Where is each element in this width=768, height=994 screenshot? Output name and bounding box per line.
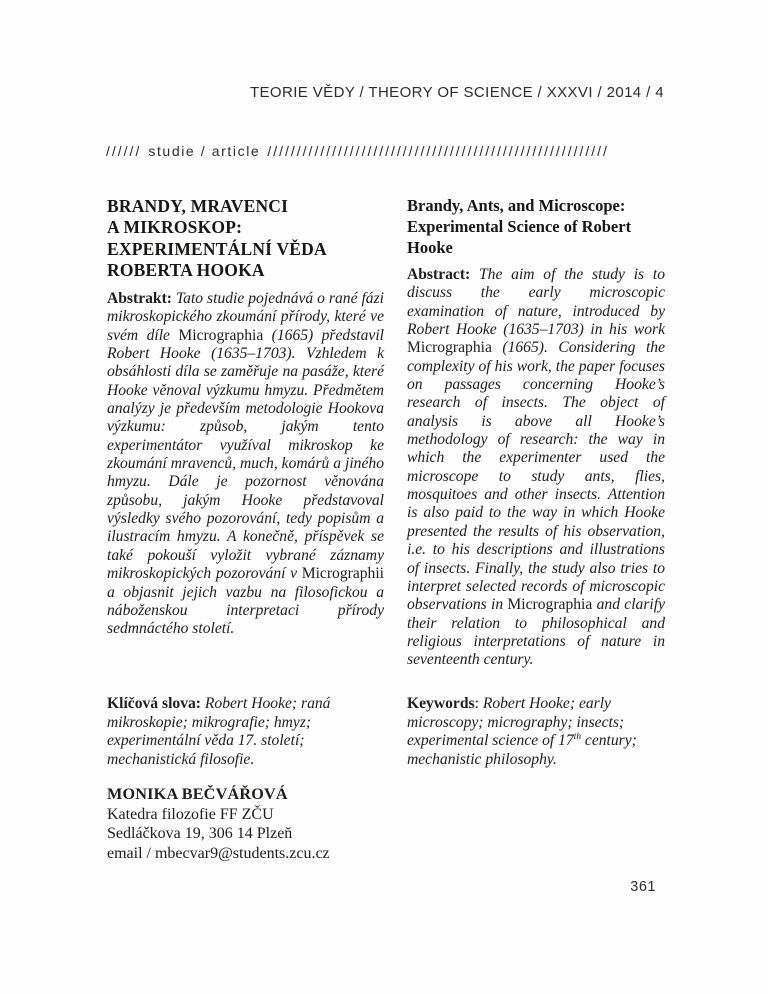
title-line: BRANDY, MRAVENCI: [107, 196, 289, 216]
lead-slashes: //////: [106, 143, 142, 159]
title-line: EXPERIMENTÁLNÍ VĚDA: [107, 238, 327, 259]
author-email: email / mbecvar9@students.zcu.cz: [107, 844, 330, 862]
title-line: A MIKROSKOP:: [107, 217, 243, 238]
section-rule: [106, 143, 666, 165]
title-line: ROBERTA HOOKA: [107, 259, 265, 280]
article-title-english: [407, 196, 665, 258]
czech-column: [107, 196, 384, 916]
english-column: [407, 196, 665, 916]
title-line: Experimental Science of Robert: [407, 216, 632, 236]
author-affiliation: Katedra filozofie FF ZČU: [107, 805, 274, 823]
author-name: MONIKA BEČVÁŘOVÁ: [107, 785, 288, 803]
title-line: Hooke: [407, 237, 453, 257]
page-number: 361: [630, 879, 656, 895]
keywords-czech: Klíčová slova: Robert Hooke; raná mikroskopie; mikrografie; hmyz; experimentální věda 17. století; mechanistická filosofie.: [107, 695, 331, 768]
section-label: studie / article: [148, 143, 261, 159]
author-address: Sedláčkova 19, 306 14 Plzeň: [107, 825, 293, 843]
keywords-english: Keywords: Robert Hooke; early microscopy; micrography; insects; experimental science of 17th century; mechanistic philosophy.: [407, 695, 637, 768]
journal-header: TEORIE VĚDY / THEORY OF SCIENCE / XXXVI / 2014 / 4: [249, 84, 664, 101]
article-title-czech: [107, 196, 384, 281]
abstract-czech: Abstrakt: Tato studie pojednává o rané fázi mikroskopického zkoumání přírody, které ve svém díle Micrographia (1665) představil Robert Hooke (1635–1703). Vzhledem k obsáhlosti díla se zaměřuje na pasáže, které Hooke věnoval výzkumu hmyzu. Předmětem analýzy je především metodologie Hookova výzkumu: způsob, jakým tento experimentátor využíval mikroskop ke zkoumání mravenců, much, komárů a jiného hmyzu. Dále je pozornost věnována způsobu, jakým Hooke představoval výsledky svého pozorování, tedy popisům a ilustracím hmyzu. A konečně, příspěvek se také pokouší vyložit vybrané záznamy mikroskopických pozorování v Micrographii a objasnit jejich vazbu na filosofickou a náboženskou interpretaci přírody sedmnáctého století.: [107, 290, 384, 638]
author-block: [107, 785, 384, 863]
title-line: Brandy, Ants, and Microscope:: [407, 196, 626, 215]
abstract-english: Abstract: The aim of the study is to discuss the early microscopic examination of nature, introduced by Robert Hooke (1635–1703) in his work Micrographia (1665). Considering the complexity of his work, the paper focuses on passages concerning Hooke’s research of insects. The object of analysis is above all Hooke’s methodology of research: the way in which the experimenter used the microscope to study ants, flies, mosquitoes and other insects. Attention is also paid to the way in which Hooke presented the results of his observation, i.e. to his descriptions and illustrations of insects. Finally, the study also tries to interpret selected records of microscopic observations in Micrographia and clarify their relation to philosophical and religious interpretations of nature in seventeenth century.: [407, 266, 665, 669]
trail-slashes: //////////////////////////////////////////////////////////: [267, 143, 609, 159]
